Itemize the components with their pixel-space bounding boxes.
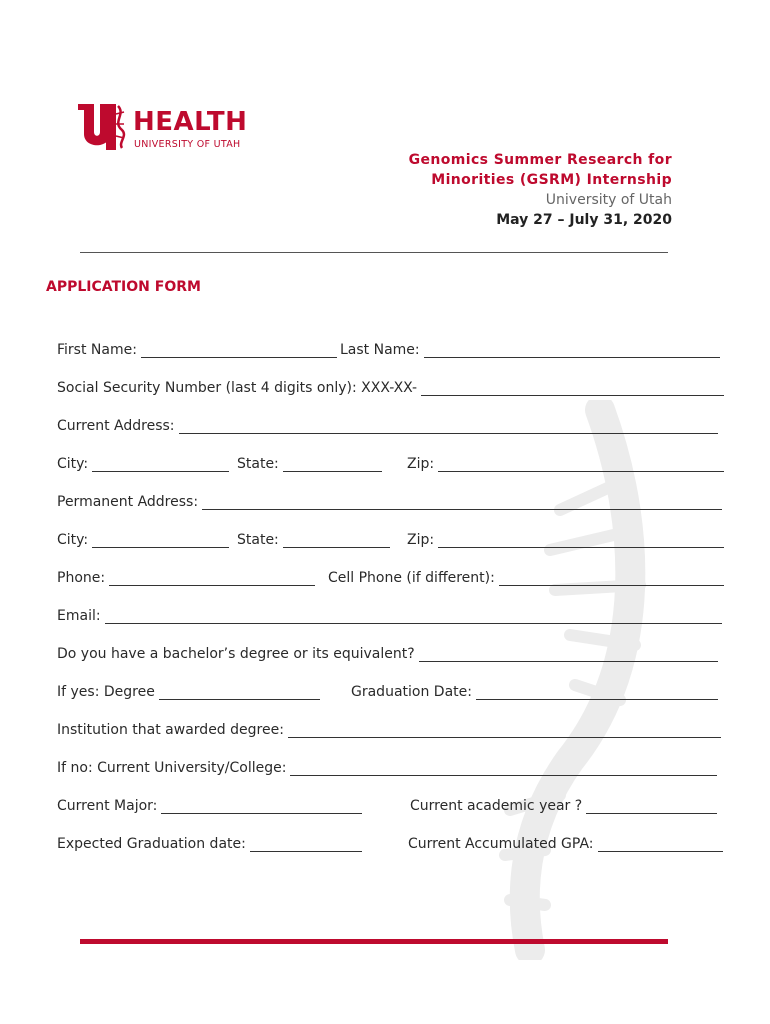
degree-field[interactable]: [159, 684, 320, 700]
graduation-date-label: Graduation Date:: [351, 684, 472, 700]
program-dates: May 27 – July 31, 2020: [496, 212, 672, 228]
expected-graduation-field[interactable]: [250, 836, 362, 852]
header-divider: [80, 252, 668, 253]
first-name-field[interactable]: [141, 342, 337, 358]
ssn-label: Social Security Number (last 4 digits only): XXX-XX-: [57, 380, 418, 396]
logo-health-word: HEALTH: [133, 107, 248, 137]
permanent-zip-field[interactable]: [438, 532, 724, 548]
current-state-field[interactable]: [283, 456, 382, 472]
current-city-field[interactable]: [92, 456, 229, 472]
footer-rule: [80, 939, 668, 944]
gpa-label: Current Accumulated GPA:: [408, 836, 594, 852]
program-title-line2: Minorities (GSRM) Internship: [431, 172, 672, 188]
form-row-institution: [57, 716, 727, 754]
bachelors-field[interactable]: [419, 646, 718, 662]
current-zip-field[interactable]: [438, 456, 724, 472]
email-field[interactable]: [105, 608, 722, 624]
university-health-logo: [78, 104, 258, 154]
city-label: City:: [57, 456, 89, 472]
form-row-bachelors: [57, 640, 727, 678]
if-yes-degree-label: If yes: Degree: [57, 684, 155, 700]
permanent-address-field[interactable]: [202, 494, 722, 510]
form-row-current-university: [57, 754, 727, 792]
current-major-field[interactable]: [161, 798, 362, 814]
cell-phone-field[interactable]: [499, 570, 724, 586]
last-name-field[interactable]: [424, 342, 720, 358]
permanent-state-field[interactable]: [283, 532, 390, 548]
zip-label: Zip:: [407, 532, 435, 548]
form-row-email: [57, 602, 727, 640]
form-row-name: [57, 336, 727, 374]
current-address-field[interactable]: [179, 418, 718, 434]
application-form: [57, 336, 727, 868]
current-address-label: Current Address:: [57, 418, 175, 434]
email-label: Email:: [57, 608, 101, 624]
u-dna-logo-icon: [78, 104, 128, 150]
expected-graduation-label: Expected Graduation date:: [57, 836, 246, 852]
academic-year-label: Current academic year ?: [410, 798, 583, 814]
academic-year-field[interactable]: [586, 798, 717, 814]
last-name-label: Last Name:: [340, 342, 420, 358]
state-label: State:: [237, 456, 279, 472]
form-row-major: [57, 792, 727, 830]
form-row-phone: [57, 564, 727, 602]
phone-field[interactable]: [109, 570, 315, 586]
program-header: [409, 150, 672, 230]
form-row-permanent-address: [57, 488, 727, 526]
first-name-label: First Name:: [57, 342, 137, 358]
permanent-city-field[interactable]: [92, 532, 229, 548]
ssn-field[interactable]: [421, 380, 724, 396]
state-label: State:: [237, 532, 279, 548]
form-row-permanent-city: [57, 526, 727, 564]
if-no-university-label: If no: Current University/College:: [57, 760, 287, 776]
form-row-gpa: [57, 830, 727, 868]
section-title: APPLICATION FORM: [46, 279, 201, 295]
current-major-label: Current Major:: [57, 798, 158, 814]
form-row-ssn: [57, 374, 727, 412]
permanent-address-label: Permanent Address:: [57, 494, 199, 510]
current-university-field[interactable]: [290, 760, 717, 776]
gpa-field[interactable]: [598, 836, 724, 852]
phone-label: Phone:: [57, 570, 106, 586]
graduation-date-field[interactable]: [476, 684, 718, 700]
form-row-degree: [57, 678, 727, 716]
logo-university-subtitle: UNIVERSITY OF UTAH: [134, 139, 241, 150]
zip-label: Zip:: [407, 456, 435, 472]
city-label: City:: [57, 532, 89, 548]
bachelors-label: Do you have a bachelor’s degree or its equivalent?: [57, 646, 415, 662]
program-title-line1: Genomics Summer Research for: [408, 152, 672, 168]
cell-phone-label: Cell Phone (if different):: [328, 570, 495, 586]
institution-label: Institution that awarded degree:: [57, 722, 284, 738]
form-row-current-city: [57, 450, 727, 488]
form-row-current-address: [57, 412, 727, 450]
institution-field[interactable]: [288, 722, 721, 738]
program-university: University of Utah: [545, 192, 672, 208]
